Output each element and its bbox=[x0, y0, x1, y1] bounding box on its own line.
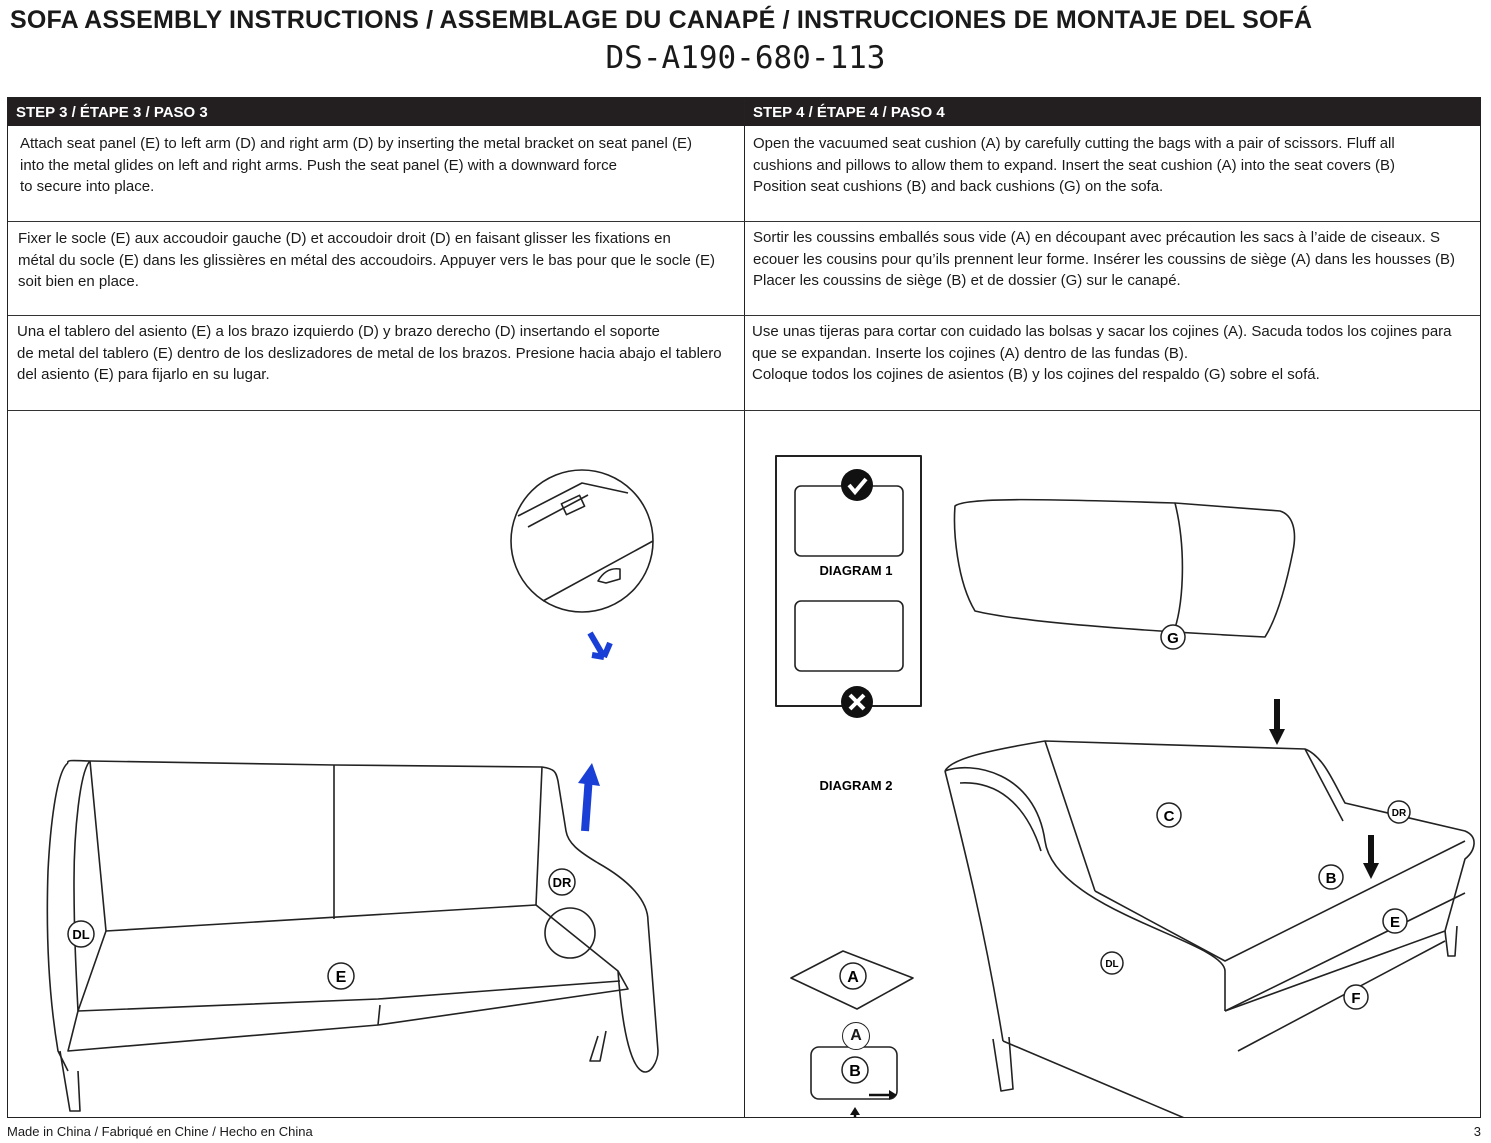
step4-text-fr: Sortir les coussins emballés sous vide (A) en découpant avec précaution les sacs à l’aide de ciseaux. S ecouer les cousins pour qu’ils prennent leur forme. Insérer les coussins de siège (A) dans les housses (B) Placer les coussins de siège (B) et de dossier (G) sur le canapé. bbox=[753, 229, 1456, 289]
model-number: DS-A190-680-113 bbox=[605, 40, 886, 76]
label-e: E bbox=[1389, 914, 1401, 931]
step4-text-en: Open the vacuumed seat cushion (A) by carefully cutting the bags with a pair of scissors. Fluff all cushions and pillows to allow them to expand. Insert the seat cushion (A) into the seat covers (B) Position seat cushions (B) and back cushions (G) on the sofa. bbox=[753, 135, 1395, 195]
detail-magnifier bbox=[511, 470, 653, 612]
label-dl: DL bbox=[1105, 959, 1119, 970]
diagram2-label: DIAGRAM 2 bbox=[819, 778, 893, 793]
label-e: E bbox=[335, 969, 347, 986]
label-dl: DL bbox=[72, 927, 90, 942]
step3-text-en: Attach seat panel (E) to left arm (D) and right arm (D) by inserting the metal bracket on seat panel (E) into the metal glides on left and right arms. Push the seat panel (E) with a downward force to secure into place. bbox=[20, 135, 692, 195]
label-dr: DR bbox=[1391, 808, 1407, 819]
label-f: F bbox=[1351, 990, 1361, 1007]
row-divider bbox=[8, 221, 1480, 222]
step3-header: STEP 3 / ÉTAPE 3 / PASO 3 bbox=[8, 98, 744, 126]
row-divider bbox=[8, 315, 1480, 316]
page-number: 3 bbox=[1473, 1124, 1481, 1139]
step4-header: STEP 4 / ÉTAPE 4 / PASO 4 bbox=[745, 98, 1481, 126]
label-a: A bbox=[847, 969, 859, 986]
label-dr: DR bbox=[552, 875, 572, 890]
document-title: SOFA ASSEMBLY INSTRUCTIONS / ASSEMBLAGE DU CANAPÉ / INSTRUCCIONES DE MONTAJE DEL SOFÁ bbox=[10, 6, 1313, 34]
label-b: B bbox=[849, 1063, 861, 1080]
label-c: C bbox=[1163, 808, 1175, 825]
instruction-table bbox=[7, 97, 1481, 1118]
step4-text-es: Use unas tijeras para cortar con cuidado las bolsas y sacar los cojines (A). Sacuda todos los cojines para que se expandan. Inserte los cojines (A) dentro de las fundas (B). Coloque todos los cojines de asientos (B) y los cojines del respaldo (G) sobre el sofá. bbox=[752, 323, 1452, 383]
label-g: G bbox=[1167, 630, 1179, 647]
step3-illustration bbox=[8, 411, 744, 1117]
step4-illustration bbox=[745, 411, 1481, 1117]
footer-origin: Made in China / Fabriqué en Chine / Hecho en China bbox=[7, 1124, 313, 1139]
check-icon bbox=[841, 469, 873, 501]
step3-text-es: Una el tablero del asiento (E) a los brazo izquierdo (D) y brazo derecho (D) insertando el soporte de metal del tablero (E) dentro de los deslizadores de metal de los brazos. Presione hacia abajo el tablero del asiento (E) para fijarlo en su lugar. bbox=[17, 323, 722, 383]
diagram1-label: DIAGRAM 1 bbox=[819, 563, 893, 578]
back-cushion bbox=[955, 500, 1295, 637]
label-b: B bbox=[1325, 870, 1337, 887]
step3-text-fr: Fixer le socle (E) aux accoudoir gauche (D) et accoudoir droit (D) en faisant glisser les fixations en métal du socle (E) dans les glissières en métal des accoudoirs. Appuyer vers le bas pour que le socle (E) soit bien en place. bbox=[18, 230, 716, 290]
label-a: A bbox=[842, 1022, 870, 1050]
arrow-down-icon bbox=[590, 633, 610, 657]
